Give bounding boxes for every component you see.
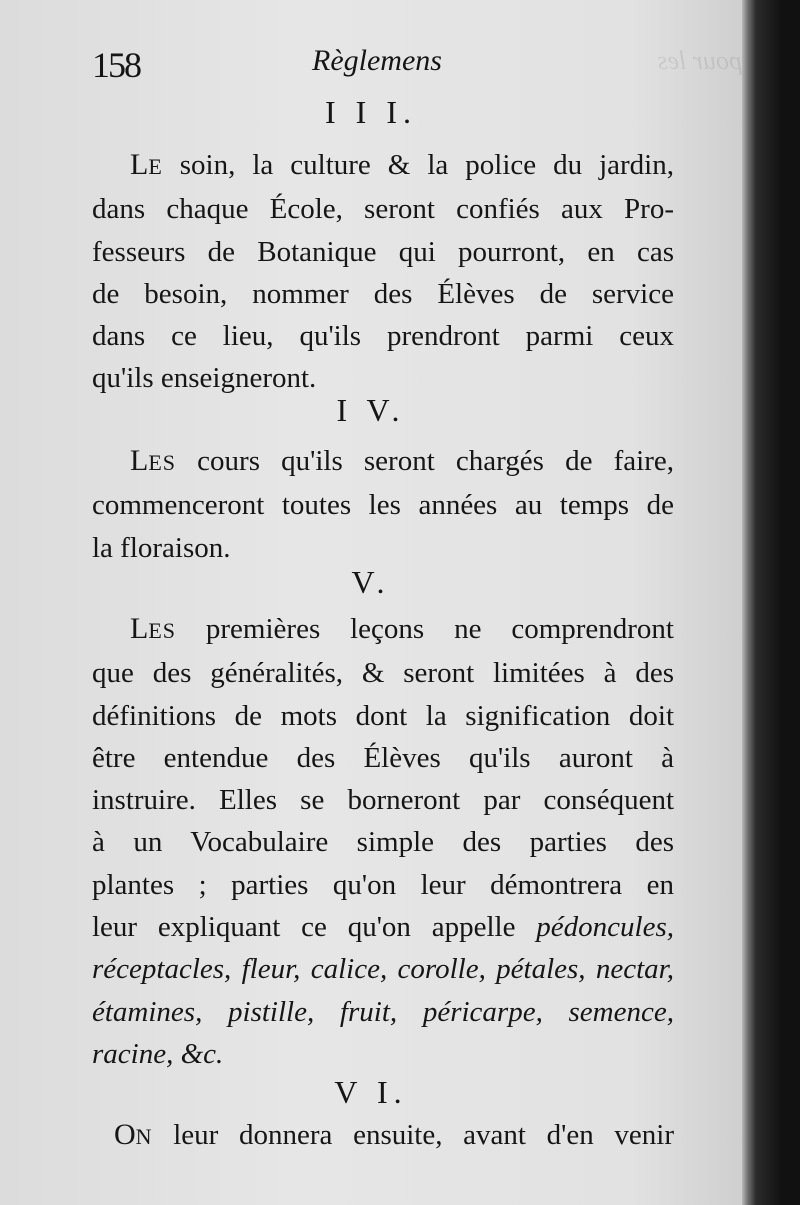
section-heading-iv: I V. [336,392,406,428]
paragraph-line: ON leur donnera ensuite, avant d'en venir [114,1118,674,1151]
paragraph-line: LE soin, la culture & la police du jardin, [130,148,674,181]
paragraph-line: étamines, pistille, fruit, péricarpe, semence, [92,995,674,1028]
paragraph-line: commenceront toutes les années au temps de [92,489,674,522]
section-heading-v: V. [351,564,391,600]
bleed-through-text: pour les [657,46,742,75]
book-gutter-edge [742,0,800,1205]
paragraph-line: leur expliquant ce qu'on appelle pédoncules, [92,911,674,944]
paragraph-line: plantes ; parties qu'on leur démontrera en [92,868,674,901]
paragraph-vi [92,1114,674,1158]
paragraph-line: de besoin, nommer des Élèves de service [92,277,674,310]
paragraph-iv [92,440,674,569]
paragraph-line: LES premières leçons ne comprendront [130,612,674,645]
paragraph-line: instruire. Elles se borneront par conséquent [92,784,674,817]
paragraph-line: réceptacles, fleur, calice, corolle, pétales, nectar, [92,953,674,986]
paragraph-line: être entendue des Élèves qu'ils auront à [92,741,674,774]
paragraph-line: dans ce lieu, qu'ils prendront parmi ceux [92,320,674,353]
paragraph-iii [92,144,674,400]
paragraph-line: qu'ils enseigneront. [92,362,317,395]
paragraph-line: dans chaque École, seront confiés aux Pro- [92,193,674,226]
page-number: 158 [92,45,140,85]
paragraph-v [92,608,674,1075]
running-head: Règlemens [312,44,442,77]
paragraph-line: racine, &c. [92,1037,224,1070]
section-heading-iii: I I I. [325,94,417,130]
paragraph-line: que des généralités, & seront limitées à des [92,657,674,690]
paragraph-line: fesseurs de Botanique qui pourront, en cas [92,235,674,268]
paragraph-line: la floraison. [92,531,231,564]
paragraph-line: LES cours qu'ils seront chargés de faire, [130,444,674,477]
paragraph-line: définitions de mots dont la signification doit [92,699,674,732]
section-heading-vi: V I. [334,1074,408,1110]
paragraph-line: à un Vocabulaire simple des parties des [92,826,674,859]
